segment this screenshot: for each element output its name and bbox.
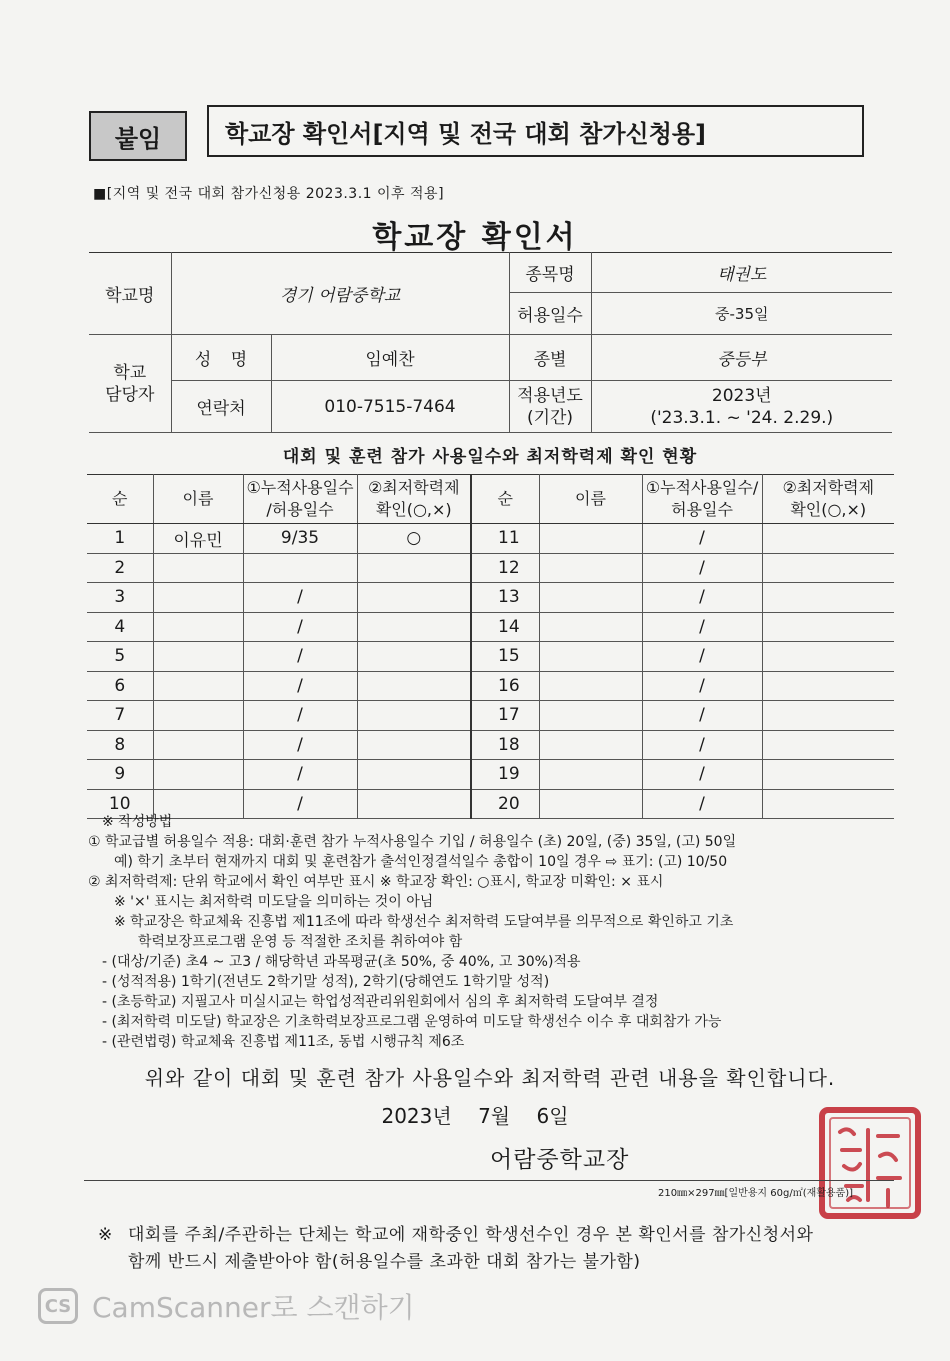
- left-check: [357, 612, 471, 642]
- header-check-line1: ②최저학력제: [367, 478, 460, 497]
- right-name: [539, 642, 642, 672]
- allowed-days-value: 중-35일: [591, 293, 892, 335]
- period-label: [509, 381, 591, 433]
- table-row: [87, 524, 894, 554]
- table-row: [87, 583, 894, 613]
- right-name: [539, 553, 642, 583]
- header-no: 순: [87, 475, 153, 524]
- name-label: 성 명: [171, 335, 271, 381]
- left-days: /: [243, 671, 357, 701]
- instruction-line: ※ '×' 표시는 최저학력 미도달을 의미하는 것이 아님: [114, 894, 434, 910]
- header-days-line2: /허용일수: [266, 500, 334, 519]
- left-name: [153, 553, 243, 583]
- left-name: [153, 671, 243, 701]
- right-days: /: [642, 524, 762, 554]
- right-no: 18: [471, 730, 539, 760]
- right-check: [762, 760, 894, 790]
- instruction-line: 학력보장프로그램 운영 등 적절한 조치를 취하여야 함: [138, 934, 463, 950]
- right-check: [762, 553, 894, 583]
- header-check-right-line2: 확인(○,×): [790, 500, 867, 519]
- footnote-line1: 대회를 주최/주관하는 단체는 학교에 재학중인 학생선수인 경우 본 확인서를 참가신청서와: [128, 1225, 814, 1245]
- camscanner-logo-icon: CS: [38, 1288, 78, 1324]
- instruction-line: ② 최저학력제: 단위 학교에서 확인 여부만 표시 ※ 학교장 확인: ○표시, 학교장 미확인: × 표시: [88, 874, 664, 890]
- info-table: [89, 252, 892, 433]
- right-name: [539, 524, 642, 554]
- right-no: 16: [471, 671, 539, 701]
- header-days-right: [642, 475, 762, 524]
- right-name: [539, 701, 642, 731]
- header-check-line2: 확인(○,×): [375, 500, 452, 519]
- left-no: 4: [87, 612, 153, 642]
- table-row: [87, 671, 894, 701]
- right-days: /: [642, 671, 762, 701]
- left-check: [357, 553, 471, 583]
- right-days: /: [642, 730, 762, 760]
- instruction-line: 예) 학기 초부터 현재까지 대회 및 훈련참가 출석인정결석일수 총합이 10일 경우 ⇨ 표기: (고) 10/50: [114, 854, 728, 870]
- right-no: 17: [471, 701, 539, 731]
- table-row: [87, 612, 894, 642]
- left-no: 10: [87, 789, 153, 819]
- left-check: [357, 583, 471, 613]
- right-check: [762, 612, 894, 642]
- staff-label: [89, 335, 171, 433]
- right-days: /: [642, 553, 762, 583]
- principal-signature: 어람중학교장: [490, 1147, 630, 1173]
- left-no: 5: [87, 642, 153, 672]
- header-name-right: 이름: [539, 475, 642, 524]
- document-title: 학교장 확인서: [372, 220, 578, 255]
- right-days: /: [642, 612, 762, 642]
- instructions-title: ※ 작성방법: [102, 814, 173, 830]
- left-check: ○: [357, 524, 471, 554]
- scanner-watermark: [38, 1286, 415, 1326]
- right-days: /: [642, 701, 762, 731]
- left-name: [153, 612, 243, 642]
- table-row: [87, 553, 894, 583]
- event-label: 종목명: [509, 253, 591, 293]
- division-label: 종별: [509, 335, 591, 381]
- right-check: [762, 701, 894, 731]
- left-no: 1: [87, 524, 153, 554]
- school-label: 학교명: [89, 253, 171, 335]
- confirmation-statement: 위와 같이 대회 및 훈련 참가 사용일수와 최저학력 관련 내용을 확인합니다.: [144, 1066, 836, 1090]
- left-name: [153, 642, 243, 672]
- left-name: [153, 583, 243, 613]
- left-check: [357, 730, 471, 760]
- left-no: 9: [87, 760, 153, 790]
- left-days: /: [243, 789, 357, 819]
- header-days-right-line2: 허용일수: [671, 500, 733, 519]
- right-check: [762, 583, 894, 613]
- left-name: [153, 730, 243, 760]
- right-check: [762, 671, 894, 701]
- right-name: [539, 760, 642, 790]
- left-name: [153, 760, 243, 790]
- right-check: [762, 642, 894, 672]
- left-check: [357, 642, 471, 672]
- header-title-box: 학교장 확인서[지역 및 전국 대회 참가신청용]: [207, 105, 864, 157]
- period-range: ('23.3.1. ~ '24. 2.29.): [650, 407, 834, 428]
- left-days: /: [243, 760, 357, 790]
- header-days-right-line1: ①누적사용일수/: [645, 478, 759, 497]
- right-no: 11: [471, 524, 539, 554]
- footnote-mark: ※: [98, 1225, 113, 1245]
- instruction-line: - (초등학교) 지필고사 미실시교는 학업성적관리위원회에서 심의 후 최저학력 도달여부 결정: [102, 994, 659, 1010]
- footer-divider: [84, 1180, 894, 1181]
- period-year: 2023년: [711, 385, 772, 406]
- paper-spec: 210㎜×297㎜[일반용지 60g/㎡(재활용품)]: [658, 1188, 854, 1199]
- left-no: 3: [87, 583, 153, 613]
- left-name: [153, 701, 243, 731]
- issue-year: 2023년: [381, 1104, 452, 1128]
- right-name: [539, 583, 642, 613]
- contact-value: 010-7515-7464: [271, 381, 509, 433]
- header-check-right-line1: ②최저학력제: [782, 478, 875, 497]
- table-row: [87, 642, 894, 672]
- instruction-line: - (최저학력 미도달) 학교장은 기초학력보장프로그램 운영하여 미도달 학생선수 이수 후 대회참가 가능: [102, 1014, 722, 1030]
- left-days: 9/35: [243, 524, 357, 554]
- contact-label: 연락처: [171, 381, 271, 433]
- right-days: /: [642, 789, 762, 819]
- period-value: [591, 381, 892, 433]
- left-days: /: [243, 583, 357, 613]
- table-row: [87, 730, 894, 760]
- footnote-line2: 함께 반드시 제출받아야 함(허용일수를 초과한 대회 참가는 불가함): [128, 1252, 641, 1272]
- table-row: [87, 701, 894, 731]
- staff-label-line1: 학교: [113, 362, 147, 383]
- left-no: 6: [87, 671, 153, 701]
- watermark-text: CamScanner로 스캔하기: [92, 1291, 415, 1324]
- right-check: [762, 730, 894, 760]
- left-no: 8: [87, 730, 153, 760]
- allowed-days-label: 허용일수: [509, 293, 591, 335]
- right-days: /: [642, 642, 762, 672]
- right-no: 14: [471, 612, 539, 642]
- attachment-badge: 붙임: [89, 111, 187, 161]
- left-check: [357, 671, 471, 701]
- instruction-line: - (성적적용) 1학기(전년도 2학기말 성적), 2학기(당해연도 1학기말 성적): [102, 974, 550, 990]
- submission-footnote: [98, 1222, 813, 1276]
- right-no: 13: [471, 583, 539, 613]
- division-value: 중등부: [591, 335, 892, 381]
- instruction-line: - (관련법령) 학교체육 진흥법 제11조, 동법 시행규칙 제6조: [102, 1034, 465, 1050]
- issue-date: [0, 1100, 950, 1129]
- right-name: [539, 730, 642, 760]
- right-no: 19: [471, 760, 539, 790]
- header-check-right: [762, 475, 894, 524]
- period-label-line1: 적용년도: [517, 385, 583, 406]
- left-check: [357, 760, 471, 790]
- right-name: [539, 671, 642, 701]
- left-days: /: [243, 701, 357, 731]
- issue-day: 6일: [536, 1104, 569, 1128]
- left-days: /: [243, 730, 357, 760]
- apply-note: ■[지역 및 전국 대회 참가신청용 2023.3.1 이후 적용]: [93, 186, 445, 202]
- right-no: 12: [471, 553, 539, 583]
- left-check: [357, 701, 471, 731]
- header-days: [243, 475, 357, 524]
- instruction-line: - (대상/기준) 초4 ~ 고3 / 해당학년 과목평균(초 50%, 중 40%, 고 30%)적용: [102, 954, 581, 970]
- table-row: [87, 760, 894, 790]
- right-days: /: [642, 583, 762, 613]
- right-no: 20: [471, 789, 539, 819]
- left-name: 이유민: [153, 524, 243, 554]
- left-no: 7: [87, 701, 153, 731]
- header-no-right: 순: [471, 475, 539, 524]
- header-days-line1: ①누적사용일수: [246, 478, 354, 497]
- left-days: /: [243, 642, 357, 672]
- school-value: 경기 어람중학교: [171, 253, 509, 335]
- header-check: [357, 475, 471, 524]
- header-name: 이름: [153, 475, 243, 524]
- period-label-line2: (기간): [526, 407, 574, 428]
- issue-month: 7월: [478, 1104, 511, 1128]
- instruction-line: ※ 학교장은 학교체육 진흥법 제11조에 따라 학생선수 최저학력 도달여부를 의무적으로 확인하고 기초: [114, 914, 734, 930]
- staff-label-line2: 담당자: [105, 384, 155, 405]
- right-check: [762, 524, 894, 554]
- instruction-line: ① 학교급별 허용일수 적용: 대회·훈련 참가 누적사용일수 기입 / 허용일수 (초) 20일, (중) 35일, (고) 50일: [88, 834, 737, 850]
- left-days: [243, 553, 357, 583]
- right-name: [539, 612, 642, 642]
- event-value: 태권도: [591, 253, 892, 293]
- right-no: 15: [471, 642, 539, 672]
- school-seal-stamp: [818, 1106, 922, 1220]
- instructions: [88, 812, 903, 1052]
- name-value: 임예찬: [271, 335, 509, 381]
- list-subheading: 대회 및 훈련 참가 사용일수와 최저학력제 확인 현황: [282, 447, 698, 467]
- participation-table: [87, 474, 894, 819]
- left-no: 2: [87, 553, 153, 583]
- left-days: /: [243, 612, 357, 642]
- right-days: /: [642, 760, 762, 790]
